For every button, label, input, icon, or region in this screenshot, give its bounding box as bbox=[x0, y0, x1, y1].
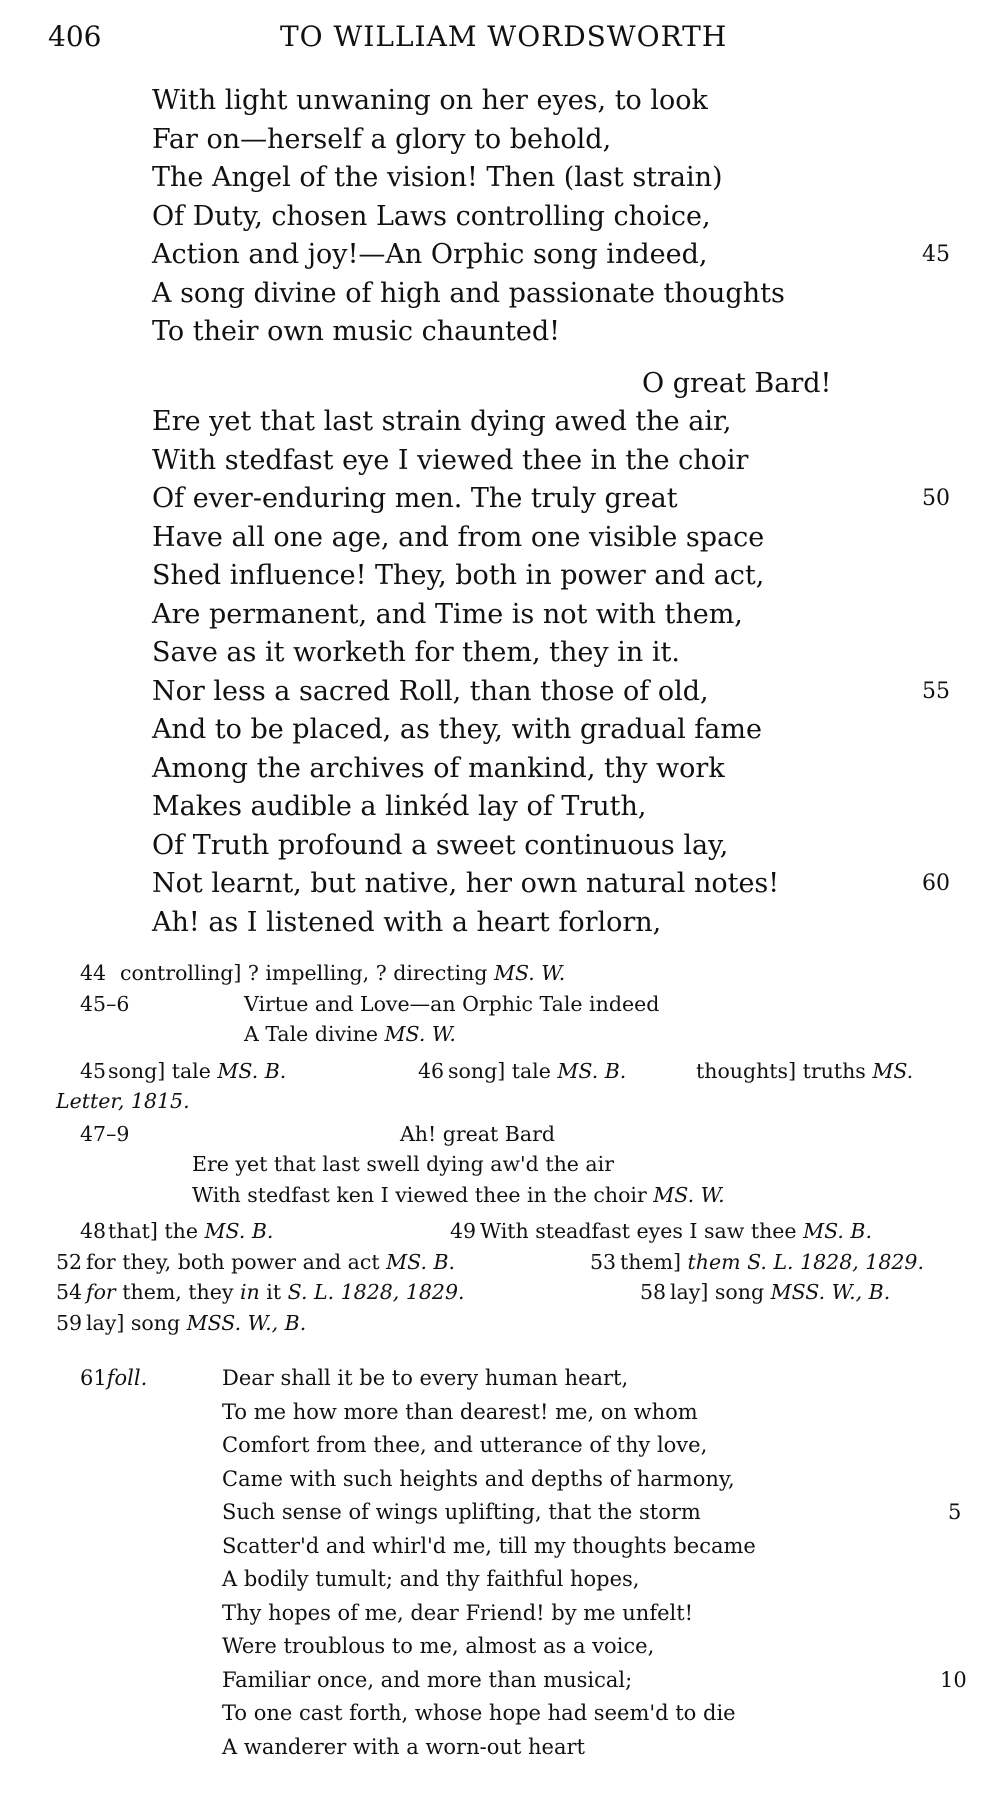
following-line: To me how more than dearest! me, on whom bbox=[222, 1399, 698, 1424]
following-line: Comfort from thee, and utterance of thy love, bbox=[222, 1433, 708, 1457]
note-number: 45 bbox=[80, 1058, 107, 1083]
note-number: 48 bbox=[80, 1219, 107, 1243]
following-line: 61foll. Dear shall it be to every human heart, bbox=[0, 1362, 1000, 1396]
verse-line: The Angel of the vision! Then (last strain) bbox=[152, 162, 723, 193]
line-number: 5 bbox=[948, 1500, 962, 1524]
note-number: 61foll. bbox=[80, 1366, 148, 1390]
following-line: Familiar once, and more than musical; 10 bbox=[0, 1664, 1000, 1698]
note-number: 47–9 bbox=[80, 1121, 130, 1146]
note-text: controlling] ? impelling, ? directing MS. W. bbox=[120, 961, 566, 985]
following-line: Were troublous to me, almost as a voice, bbox=[222, 1634, 655, 1658]
note-text: for them, they in it S. L. 1828, 1829. bbox=[86, 1280, 465, 1304]
note-number: 53 bbox=[590, 1249, 617, 1274]
following-line: Thy hopes of me, dear Friend! by me unfelt! bbox=[222, 1600, 694, 1625]
verse-line-indented: O great Bard! bbox=[642, 367, 832, 399]
verse-line: Among the archives of mankind, thy work bbox=[152, 752, 725, 784]
following-line: A bodily tumult; and thy faithful hopes, bbox=[222, 1567, 640, 1591]
note-text: lay] song MSS. W., B. bbox=[670, 1280, 891, 1304]
following-line: Scatter'd and whirl'd me, till my thoughts became bbox=[222, 1533, 756, 1558]
note-text: thoughts] truths MS. bbox=[696, 1058, 914, 1083]
running-header bbox=[48, 20, 960, 60]
note-text: Virtue and Love—an Orphic Tale indeed bbox=[244, 991, 660, 1016]
verse-line: Ere yet that last strain dying awed the air, bbox=[152, 406, 732, 437]
verse-line: To their own music chaunted! bbox=[152, 316, 560, 347]
following-line: To one cast forth, whose hope had seem'd to die bbox=[222, 1701, 736, 1725]
note-number: 46 bbox=[418, 1058, 445, 1083]
note-row bbox=[0, 1056, 1000, 1087]
line-number: 10 bbox=[940, 1667, 967, 1692]
note-number: 44 bbox=[80, 961, 107, 985]
line-number: 60 bbox=[922, 871, 950, 896]
note-number: 59 bbox=[56, 1310, 83, 1335]
note-text: them] them S. L. 1828, 1829. bbox=[620, 1249, 924, 1274]
note-text: With steadfast eyes I saw thee MS. B. bbox=[480, 1219, 873, 1243]
verse-line: And to be placed, as they, with gradual fame bbox=[152, 714, 762, 745]
note-text: Ah! great Bard bbox=[400, 1121, 556, 1146]
note-number: 52 bbox=[56, 1249, 83, 1274]
verse-line: Are permanent, and Time is not with them, bbox=[152, 598, 743, 630]
verse-line: With light unwaning on her eyes, to look bbox=[152, 85, 708, 116]
note-row bbox=[0, 1308, 1000, 1339]
following-line: A wanderer with a worn-out heart bbox=[222, 1734, 585, 1759]
note-text: song] tale MS. B. bbox=[108, 1058, 287, 1083]
note-row bbox=[0, 1086, 1000, 1117]
running-title: TO WILLIAM WORDSWORTH bbox=[280, 20, 728, 53]
note-row bbox=[0, 958, 1000, 989]
note-text: Ere yet that last swell dying aw'd the air bbox=[192, 1152, 614, 1176]
note-row bbox=[0, 1216, 1000, 1247]
verse-line: Of ever-enduring men. The truly great 50 bbox=[152, 480, 952, 519]
note-row bbox=[0, 1149, 1000, 1180]
page-number: 406 bbox=[48, 20, 102, 53]
following-line: Came with such heights and depths of harmony, bbox=[222, 1466, 735, 1491]
note-row bbox=[0, 1247, 1000, 1278]
note-text: With stedfast ken I viewed thee in the choir MS. W. bbox=[192, 1182, 725, 1207]
note-text: lay] song MSS. W., B. bbox=[86, 1310, 307, 1335]
poem-text bbox=[152, 82, 952, 942]
note-number: 58 bbox=[640, 1280, 667, 1304]
verse-line: Shed influence! They, both in power and act, bbox=[152, 560, 765, 591]
note-text: for they, both power and act MS. B. bbox=[86, 1249, 456, 1274]
note-row bbox=[0, 989, 1000, 1020]
note-row bbox=[0, 1277, 1000, 1308]
note-number: 54 bbox=[56, 1280, 83, 1304]
verse-line: A song divine of high and passionate thoughts bbox=[152, 277, 785, 309]
verse-line: Of Truth profound a sweet continuous lay, bbox=[152, 829, 729, 861]
verse-line: Of Duty, chosen Laws controlling choice, bbox=[152, 200, 711, 232]
line-number: 45 bbox=[922, 242, 950, 267]
note-number: 45–6 bbox=[80, 991, 130, 1016]
note-row bbox=[0, 1180, 1000, 1211]
line-number: 50 bbox=[922, 486, 950, 511]
following-line: Such sense of wings uplifting, that the storm 5 bbox=[0, 1496, 1000, 1530]
note-text: Letter, 1815. bbox=[56, 1089, 190, 1113]
note-text: A Tale divine MS. W. bbox=[244, 1022, 456, 1046]
note-number: 49 bbox=[450, 1219, 477, 1243]
verse-line: Nor less a sacred Roll, than those of old, 55 bbox=[152, 673, 952, 712]
verse-line: With stedfast eye I viewed thee in the choir bbox=[152, 444, 749, 476]
note-row bbox=[0, 1119, 1000, 1150]
line-number: 55 bbox=[922, 678, 950, 704]
verse-line: Action and joy!—An Orphic song indeed, 45 bbox=[152, 236, 952, 275]
textual-notes bbox=[0, 958, 1000, 1338]
verse-line: Not learnt, but native, her own natural notes! 60 bbox=[152, 865, 952, 904]
verse-line: Have all one age, and from one visible space bbox=[152, 521, 765, 553]
verse-line: Far on—herself a glory to behold, bbox=[152, 123, 612, 155]
note-row bbox=[0, 1019, 1000, 1050]
verse-line: Save as it worketh for them, they in it. bbox=[152, 637, 680, 668]
note-text: song] tale MS. B. bbox=[448, 1058, 627, 1083]
note-text: that] the MS. B. bbox=[108, 1219, 274, 1243]
verse-line: Makes audible a linkéd lay of Truth, bbox=[152, 791, 647, 822]
following-lines-note bbox=[0, 1362, 1000, 1764]
verse-line: Ah! as I listened with a heart forlorn, bbox=[152, 906, 662, 938]
